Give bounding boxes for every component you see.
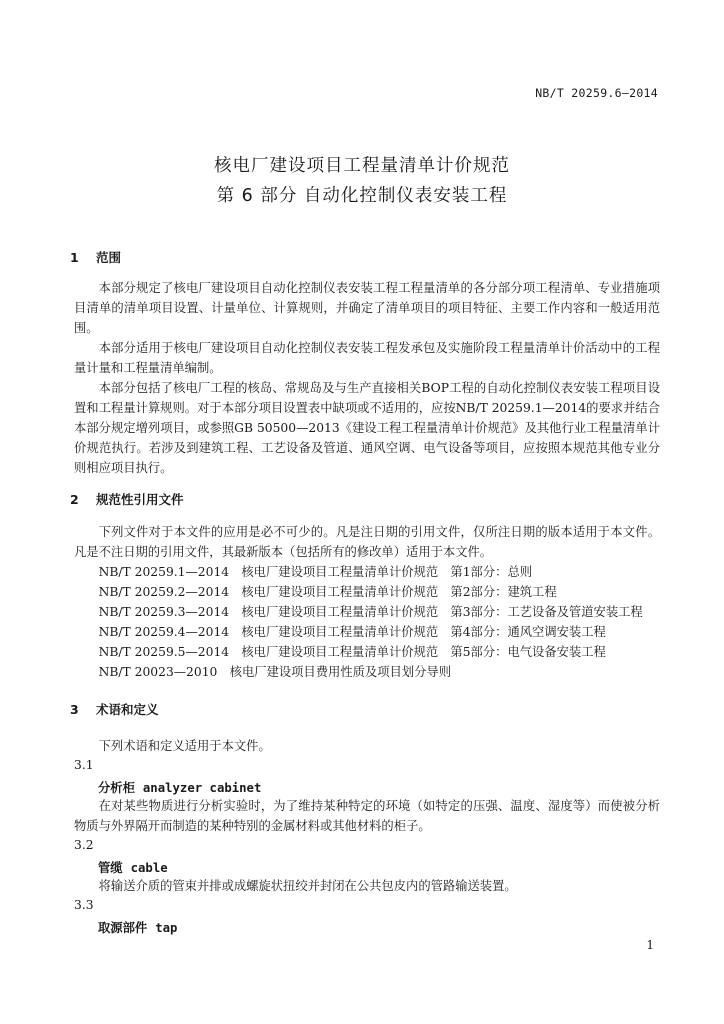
standard-code: NB/T 20259.6—2014 (535, 86, 658, 100)
reference-item: NB/T 20259.2—2014 核电厂建设项目工程量清单计价规范 第2部分：建筑工程 (98, 585, 557, 599)
paragraph: 本部分适用于核电厂建设项目自动化控制仪表安装工程发承包及实施阶段工程量清单计价活动中的工程量计量和工程量清单编制。 (74, 341, 660, 375)
section-title: 术语和定义 (96, 702, 159, 717)
term-entry (98, 918, 177, 936)
term-definition: 在对某些物质进行分析实验时，为了维持某种特定的环境（如特定的压强、温度、湿度等）而使被分析物质与外界隔开而制造的某种特别的金属材料或其他材料的柜子。 (74, 799, 660, 833)
page-number: 1 (646, 938, 654, 952)
section-3-heading (70, 700, 159, 718)
term-entry (98, 778, 261, 796)
term-cn: 分析柜 (98, 780, 135, 795)
reference-item: NB/T 20259.1—2014 核电厂建设项目工程量清单计价规范 第1部分：总则 (98, 565, 533, 579)
reference-item: NB/T 20259.3—2014 核电厂建设项目工程量清单计价规范 第3部分：工艺设备及管道安装工程 (98, 605, 643, 619)
paragraph: 下列术语和定义适用于本文件。 (98, 739, 271, 753)
section-3-intro (74, 736, 660, 756)
section-number: 2 (70, 492, 79, 507)
term-en: analyzer cabinet (142, 781, 262, 795)
reference-item: NB/T 20023—2010 核电厂建设项目费用性质及项目划分导则 (98, 665, 451, 679)
section-2-heading (70, 490, 184, 508)
paragraph: 本部分规定了核电厂建设项目自动化控制仪表安装工程工程量清单的各分部分项工程清单、专业措施项目清单的清单项目设置、计量单位、计算规则，并确定了清单项目的项目特征、主要工作内容和一般适用范围。 (74, 281, 660, 335)
term-entry (98, 858, 168, 876)
term-en: cable (130, 861, 168, 875)
section-1-heading (70, 248, 121, 266)
section-title: 范围 (96, 250, 122, 265)
term-cn: 管缆 (98, 860, 123, 875)
section-number: 3 (70, 702, 79, 717)
section-title: 规范性引用文件 (96, 492, 184, 507)
term-cn: 取源部件 (98, 920, 148, 935)
document-title: 核电厂建设项目工程量清单计价规范 (214, 156, 510, 176)
reference-item: NB/T 20259.5—2014 核电厂建设项目工程量清单计价规范 第5部分：电气设备安装工程 (98, 645, 606, 659)
reference-item: NB/T 20259.4—2014 核电厂建设项目工程量清单计价规范 第4部分：通风空调安装工程 (98, 625, 606, 639)
paragraph: 下列文件对于本文件的应用是必不可少的。凡是注日期的引用文件，仅所注日期的版本适用于本文件。凡是不注日期的引用文件，其最新版本（包括所有的修改单）适用于本文件。 (74, 525, 660, 559)
section-2-body (74, 522, 660, 682)
term-definition: 将输送介质的管束并排或成螺旋状扭绞并封闭在公共包皮内的管路输送装置。 (98, 879, 517, 893)
clause-number: 3.2 (74, 838, 94, 852)
section-number: 1 (70, 250, 79, 265)
section-1-body (74, 278, 660, 478)
term-definition-block (74, 796, 660, 836)
clause-number: 3.1 (74, 758, 94, 772)
term-definition-block (74, 876, 660, 896)
document-subtitle: 第 6 部分 自动化控制仪表安装工程 (216, 186, 508, 206)
clause-number: 3.3 (74, 898, 94, 912)
paragraph: 本部分包括了核电厂工程的核岛、常规岛及与生产直接相关BOP工程的自动化控制仪表安装工程项目设置和工程量计算规则。对于本部分项目设置表中缺项或不适用的，应按NB/T 20259.1—2014的要求并结合本部分规定增列项目，或参照GB 50500—2013《建设工程工程量清单计价规范》及其他行业工程量清单计价规范执行。若涉及到建筑工程、工艺设备及管道、通风空调、电气设备等项目，应按照本规范其他专业分则相应项目执行。 (74, 381, 660, 475)
term-en: tap (155, 921, 178, 935)
